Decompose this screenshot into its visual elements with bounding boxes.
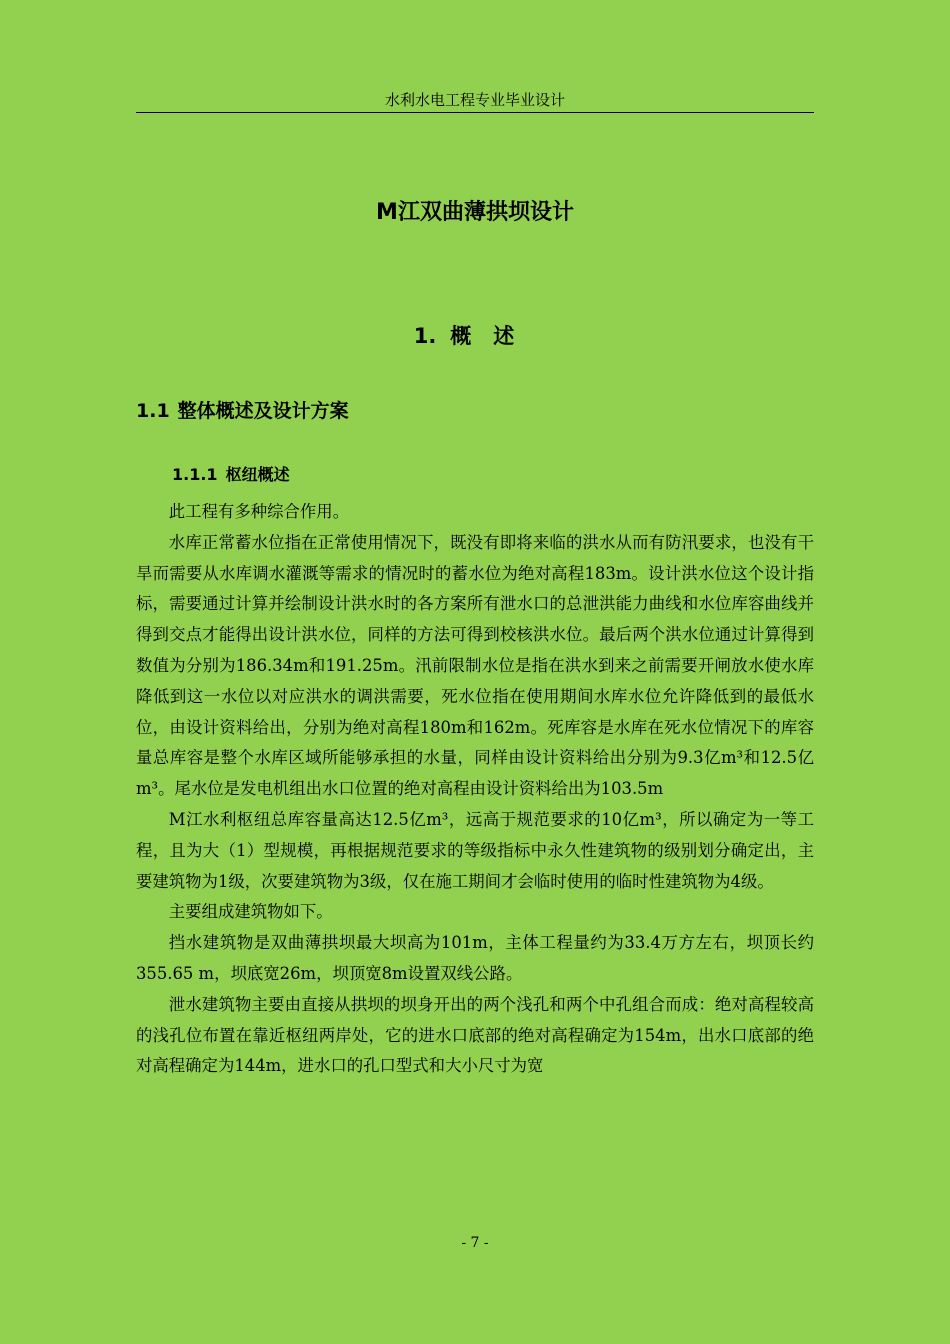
chapter-title: 概述 [450,324,537,348]
document-title: M江双曲薄拱坝设计 [376,200,574,225]
section-title: 整体概述及设计方案 [177,400,349,422]
subsection-title: 枢纽概述 [225,465,290,484]
section-number: 1.1 [136,400,170,422]
subsection-number: 1.1.1 [172,465,218,484]
subsection-heading [172,462,812,488]
paragraph: 泄水建筑物主要由直接从拱坝的坝身开出的两个浅孔和两个中孔组合而成：绝对高程较高的浅孔位布置在靠近枢纽两岸处，它的进水口底部的绝对高程确定为154m，出水口底部的绝对高程确定为144m，进水口的孔口型式和大小尺寸为宽 [136,994,814,1076]
paragraph: 水库正常蓄水位指在正常使用情况下，既没有即将来临的洪水从而有防汛要求，也没有干旱而需要从水库调水灌溉等需求的情况时的蓄水位为绝对高程183m。设计洪水位这个设计指标，需要通过计算并绘制设计洪水时的各方案所有泄水口的总泄洪能力曲线和水位库容曲线并得到交点才能得出设计洪水位，同样的方法可得到校核洪水位。最后两个洪水位通过计算得到数值为分别为186.34m和191.25m。汛前限制水位是指在洪水到来之前需要开闸放水使水库降低到这一水位以对应洪水的调洪需要，死水位指在使用期间水库水位允许降低到的最低水位，由设计资料给出，分别为绝对高程180m和162m。死库容是水库在死水位情况下的库容量总库容是整个水库区域所能够承担的水量，同样由设计资料给出分别为9.3亿m³和12.5亿m³。尾水位是发电机组出水口位置的绝对高程由设计资料给出为103.5m [136,532,814,799]
paragraph: 挡水建筑物是双曲薄拱坝最大坝高为101m，主体工程量约为33.4万方左右，坝顶长约355.65 m，坝底宽26m，坝顶宽8m设置双线公路。 [136,933,814,983]
chapter-heading [136,320,814,352]
body-text [136,497,814,1082]
page-number: - 7 - [461,1235,489,1251]
chapter-number: 1. [413,324,437,348]
section-heading [136,396,814,426]
paragraph: 此工程有多种综合作用。 [168,502,350,521]
paragraph: 主要组成建筑物如下。 [168,902,333,922]
paragraph: M江水利枢纽总库容量高达12.5亿m³，远高于规范要求的10亿m³，所以确定为一等工程，且为大（1）型规模，再根据规范要求的等级指标中永久性建筑物的级别划分确定出，主要建筑物为1级，次要建筑物为3级，仅在施工期间才会临时使用的临时性建筑物为4级。 [136,809,814,891]
page-header: 水利水电工程专业毕业设计 [384,91,565,109]
header-rule [136,112,814,113]
